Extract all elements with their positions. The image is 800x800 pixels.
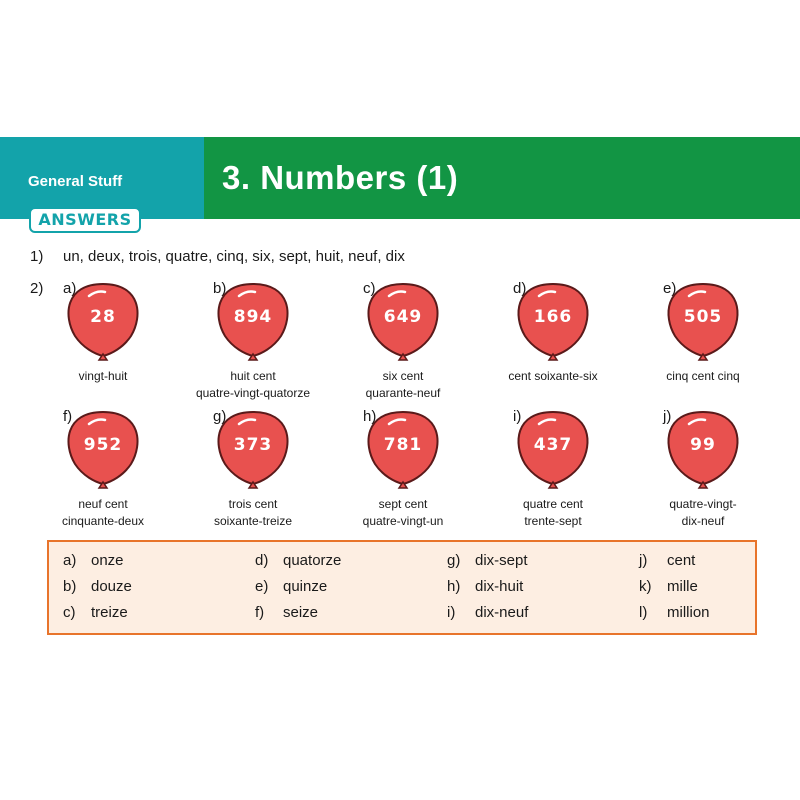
balloon-icon <box>323 280 483 370</box>
balloon-caption <box>23 496 183 530</box>
caption-line-1: neuf cent <box>78 497 128 511</box>
balloon-caption <box>623 496 783 530</box>
balloon-number: 505 <box>683 307 723 327</box>
vocab-letter: c) <box>63 604 76 621</box>
vocab-letter: d) <box>255 552 269 569</box>
vocab-box <box>47 540 757 635</box>
title-header <box>204 137 800 219</box>
balloon-number: 781 <box>383 435 423 455</box>
balloon-item-letter: j) <box>663 408 672 425</box>
question-1-number: 1) <box>30 248 44 265</box>
balloon-icon <box>323 408 483 498</box>
vocab-letter: e) <box>255 578 269 595</box>
balloon-number: 952 <box>83 435 123 455</box>
caption-line-1: cinq cent cinq <box>666 369 740 383</box>
caption-line-1: huit cent <box>230 369 276 383</box>
balloon-icon <box>473 408 633 498</box>
balloon-number: 166 <box>533 307 573 327</box>
caption-line-1: quatre-vingt- <box>669 497 737 511</box>
balloon-item <box>23 408 183 558</box>
balloon-caption <box>473 496 633 530</box>
vocab-column <box>63 552 132 630</box>
caption-line-1: quatre cent <box>522 497 584 511</box>
vocab-letter: l) <box>639 604 648 621</box>
balloon-number: 437 <box>533 435 573 455</box>
vocab-item <box>639 604 710 630</box>
balloon-number: 373 <box>233 435 273 455</box>
balloon-item <box>173 408 333 558</box>
balloon-item-letter: c) <box>363 280 376 297</box>
caption-line-1: cent soixante-six <box>508 369 598 383</box>
balloon-number: 649 <box>383 307 423 327</box>
balloon-number: 28 <box>90 307 116 327</box>
vocab-word: quinze <box>283 578 328 595</box>
vocab-item <box>63 552 132 578</box>
page-title: 3. Numbers (1) <box>222 159 459 196</box>
balloon-item-letter: i) <box>513 408 522 425</box>
balloon-caption <box>323 496 483 530</box>
vocab-item <box>639 552 710 578</box>
vocab-item <box>63 604 132 630</box>
balloon-item-letter: h) <box>363 408 377 425</box>
balloon-caption <box>23 368 183 385</box>
balloon-item-letter: a) <box>63 280 77 297</box>
balloon-icon <box>623 280 783 370</box>
vocab-word: dix-sept <box>475 552 528 569</box>
vocab-column <box>639 552 710 630</box>
vocab-item <box>447 604 528 630</box>
balloon-item <box>323 408 483 558</box>
caption-line-2: quatre-vingt-un <box>362 514 444 528</box>
balloon-caption <box>173 368 333 402</box>
balloon-caption <box>323 368 483 402</box>
balloon-icon <box>23 408 183 498</box>
vocab-word: million <box>667 604 710 621</box>
section-label: General Stuff <box>28 173 123 190</box>
caption-line-1: six cent <box>382 369 424 383</box>
vocab-letter: j) <box>639 552 648 569</box>
vocab-column <box>255 552 341 630</box>
vocab-column <box>447 552 528 630</box>
balloon-item-letter: b) <box>213 280 227 297</box>
caption-line-2: cinquante-deux <box>61 514 145 528</box>
caption-line-2: quatre-vingt-quatorze <box>195 386 311 400</box>
vocab-word: quatorze <box>283 552 342 569</box>
balloon-icon <box>23 280 183 370</box>
balloon-number: 99 <box>690 435 716 455</box>
question-1-answer: un, deux, trois, quatre, cinq, six, sept, huit, neuf, dix <box>63 248 405 265</box>
balloon-icon <box>473 280 633 370</box>
balloon-item-letter: g) <box>213 408 227 425</box>
vocab-word: cent <box>667 552 696 569</box>
vocab-word: onze <box>91 552 124 569</box>
vocab-item <box>255 578 341 604</box>
vocab-letter: b) <box>63 578 77 595</box>
vocab-word: douze <box>91 578 132 595</box>
caption-line-2: quarante-neuf <box>365 386 441 400</box>
vocab-word: dix-huit <box>475 578 524 595</box>
caption-line-1: sept cent <box>378 497 428 511</box>
answers-badge: ANSWERS <box>29 207 141 233</box>
vocab-word: treize <box>91 604 128 621</box>
balloon-item <box>473 408 633 558</box>
vocab-item <box>255 552 341 578</box>
balloon-item <box>623 408 783 558</box>
vocab-letter: i) <box>447 604 456 621</box>
balloon-caption <box>623 368 783 385</box>
balloon-icon <box>623 408 783 498</box>
vocab-item <box>255 604 341 630</box>
vocab-letter: a) <box>63 552 77 569</box>
balloon-item-letter: e) <box>663 280 677 297</box>
vocab-word: dix-neuf <box>475 604 529 621</box>
caption-line-2: trente-sept <box>524 514 582 528</box>
vocab-item <box>63 578 132 604</box>
vocab-letter: g) <box>447 552 461 569</box>
balloon-icon <box>173 408 333 498</box>
vocab-letter: k) <box>639 578 652 595</box>
caption-line-1: vingt-huit <box>78 369 128 383</box>
vocab-item <box>447 578 528 604</box>
caption-line-2: soixante-treize <box>213 514 293 528</box>
question-2-number: 2) <box>30 280 44 297</box>
vocab-item <box>447 552 528 578</box>
caption-line-1: trois cent <box>228 497 278 511</box>
balloon-number: 894 <box>233 307 273 327</box>
balloon-icon <box>173 280 333 370</box>
balloon-caption <box>473 368 633 385</box>
vocab-word: mille <box>667 578 698 595</box>
balloon-caption <box>173 496 333 530</box>
vocab-word: seize <box>283 604 319 621</box>
caption-line-2: dix-neuf <box>681 514 725 528</box>
vocab-item <box>639 578 710 604</box>
balloon-item-letter: f) <box>63 408 73 425</box>
vocab-letter: h) <box>447 578 461 595</box>
balloon-item-letter: d) <box>513 280 527 297</box>
vocab-letter: f) <box>255 604 265 621</box>
